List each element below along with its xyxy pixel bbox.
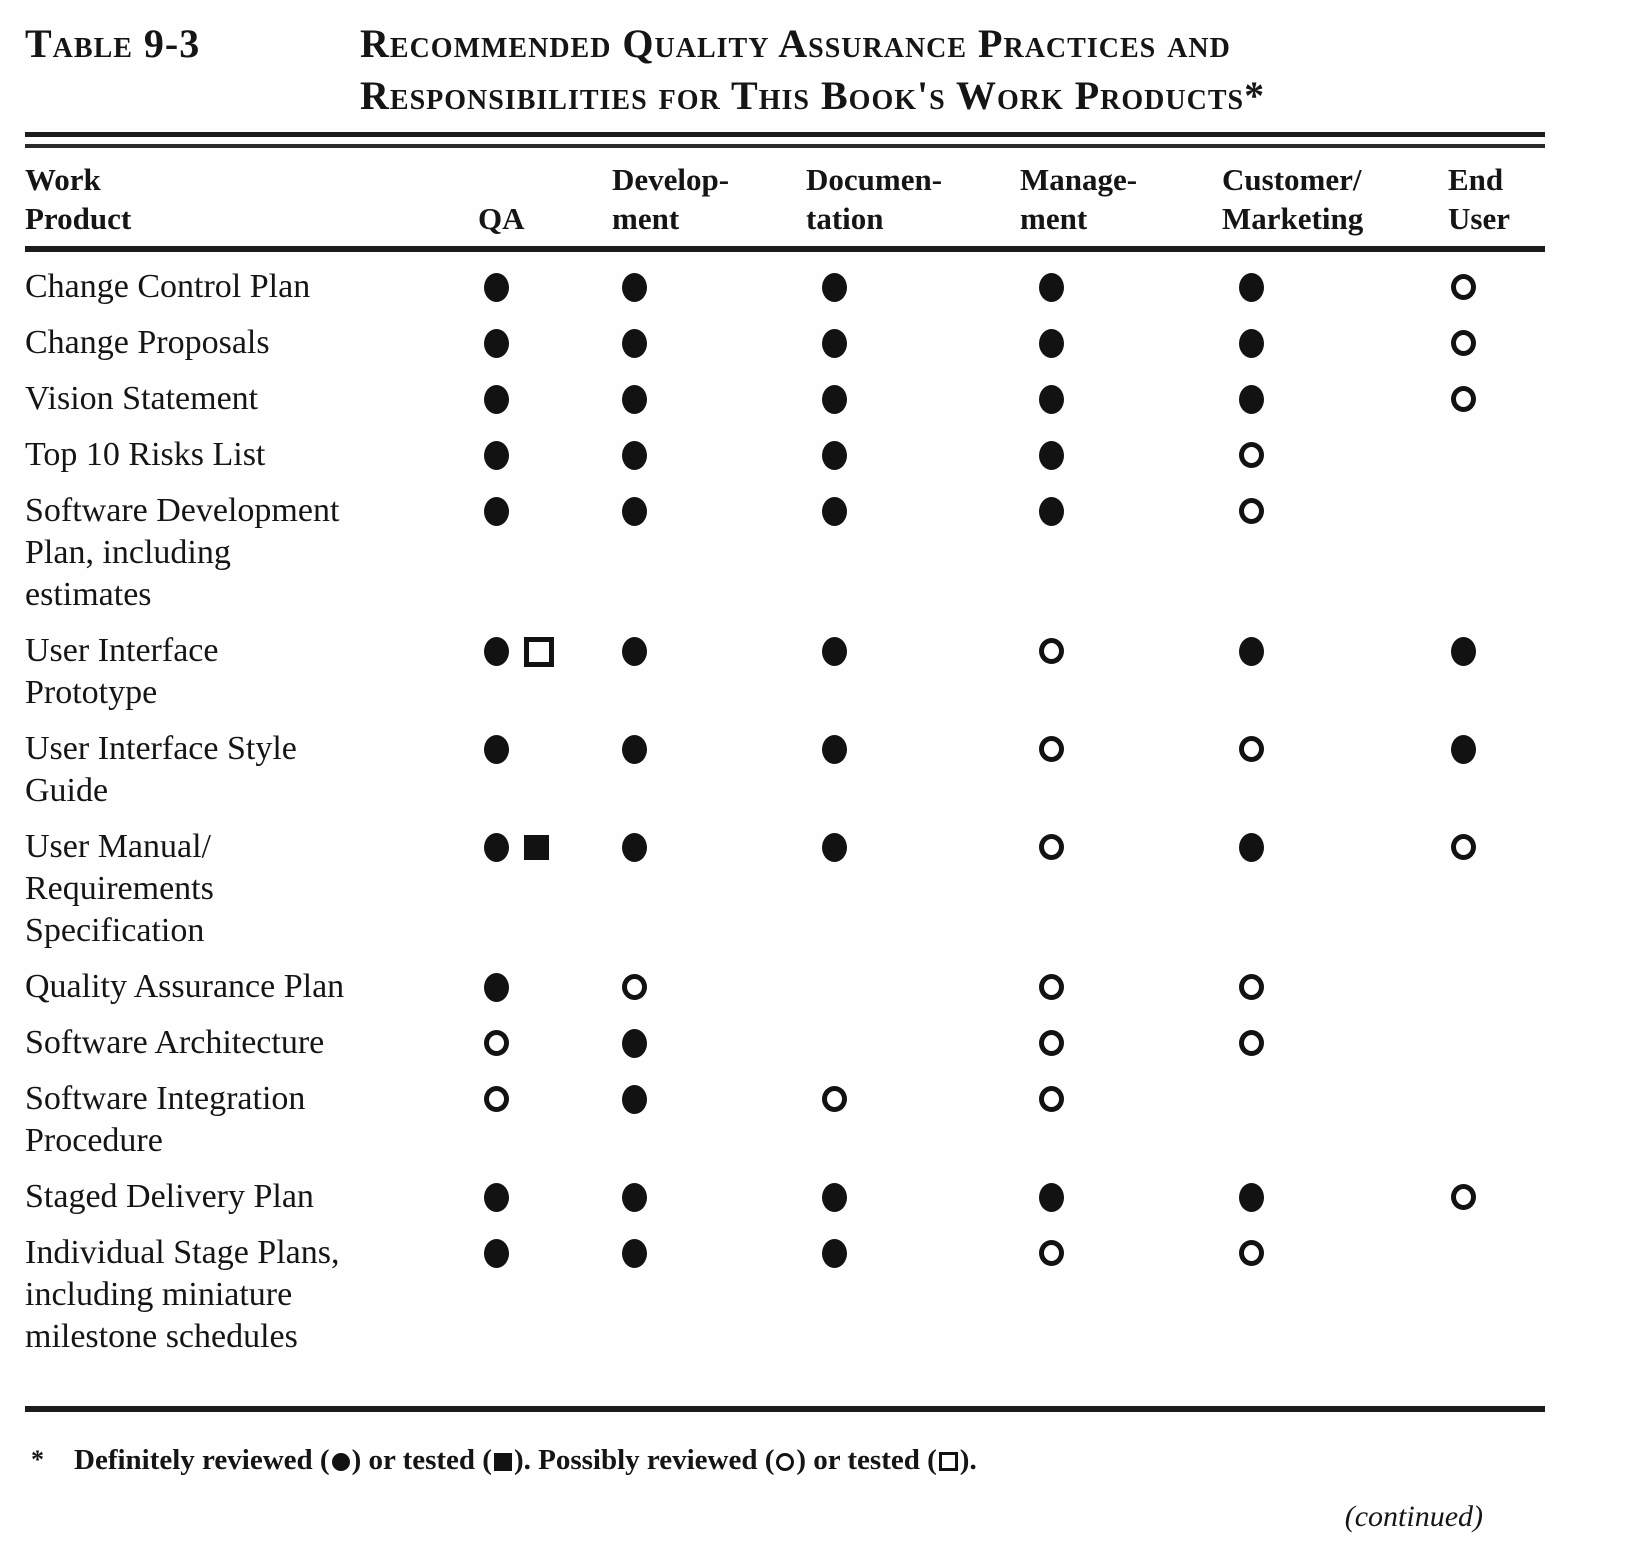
cell-management	[1020, 1022, 1222, 1064]
filled-circle-symbol	[484, 973, 509, 1002]
column-header-customer-marketing: Customer/ Marketing	[1222, 162, 1364, 236]
open-circle-symbol	[1239, 498, 1264, 524]
filled-circle-symbol	[332, 1453, 350, 1471]
open-circle-symbol	[1039, 1086, 1064, 1112]
cell-end-user	[1448, 490, 1545, 616]
filled-circle-symbol	[822, 273, 847, 302]
filled-circle-symbol	[1239, 1183, 1264, 1212]
cell-development	[612, 728, 806, 812]
work-product-label: Software Integration Procedure	[25, 1080, 306, 1159]
cell-customer-marketing	[1222, 1232, 1448, 1358]
cell-documentation	[806, 1078, 1020, 1162]
filled-circle-symbol	[484, 329, 509, 358]
table-row	[25, 434, 1545, 476]
table-body	[25, 252, 1545, 1358]
cell-qa	[478, 826, 612, 952]
column-header-work-product: Work Product	[25, 162, 132, 236]
open-circle-symbol	[1039, 974, 1064, 1000]
filled-square-symbol	[524, 835, 549, 860]
open-circle-symbol	[622, 974, 647, 1000]
filled-circle-symbol	[1451, 735, 1476, 764]
filled-circle-symbol	[484, 497, 509, 526]
cell-documentation	[806, 1232, 1020, 1358]
table-row	[25, 966, 1545, 1008]
cell-qa	[478, 266, 612, 308]
cell-development	[612, 826, 806, 952]
open-circle-symbol	[484, 1030, 509, 1056]
cell-qa	[478, 1078, 612, 1162]
work-product-label: Top 10 Risks List	[25, 436, 266, 473]
filled-circle-symbol	[622, 1085, 647, 1114]
cell-customer-marketing	[1222, 966, 1448, 1008]
cell-management	[1020, 966, 1222, 1008]
filled-circle-symbol	[484, 273, 509, 302]
cell-qa	[478, 1176, 612, 1218]
filled-circle-symbol	[822, 735, 847, 764]
work-product-label: User Interface Style Guide	[25, 730, 297, 809]
cell-end-user	[1448, 322, 1545, 364]
open-circle-symbol	[1239, 1030, 1264, 1056]
filled-circle-symbol	[484, 833, 509, 862]
cell-management	[1020, 630, 1222, 714]
footnote	[25, 1440, 1545, 1480]
filled-circle-symbol	[822, 1239, 847, 1268]
cell-documentation	[806, 966, 1020, 1008]
cell-customer-marketing	[1222, 1022, 1448, 1064]
cell-development	[612, 322, 806, 364]
cell-customer-marketing	[1222, 378, 1448, 420]
work-product-label: Software Architecture	[25, 1024, 325, 1061]
cell-customer-marketing	[1222, 728, 1448, 812]
filled-circle-symbol	[1039, 497, 1064, 526]
filled-circle-symbol	[1239, 833, 1264, 862]
filled-circle-symbol	[622, 1029, 647, 1058]
cell-end-user	[1448, 266, 1545, 308]
cell-qa	[478, 1022, 612, 1064]
filled-circle-symbol	[822, 441, 847, 470]
column-header-documentation: Documen- tation	[806, 162, 943, 236]
filled-circle-symbol	[622, 735, 647, 764]
cell-customer-marketing	[1222, 266, 1448, 308]
table-caption	[25, 18, 1545, 122]
filled-circle-symbol	[484, 385, 509, 414]
work-product-label: Vision Statement	[25, 380, 259, 417]
open-circle-symbol	[1239, 442, 1264, 468]
open-circle-symbol	[1039, 1030, 1064, 1056]
filled-circle-symbol	[822, 833, 847, 862]
cell-development	[612, 266, 806, 308]
cell-management	[1020, 1232, 1222, 1358]
filled-circle-symbol	[1239, 637, 1264, 666]
cell-development	[612, 490, 806, 616]
filled-circle-symbol	[1039, 1183, 1064, 1212]
cell-management	[1020, 1078, 1222, 1162]
table-row	[25, 1078, 1545, 1162]
cell-qa	[478, 434, 612, 476]
open-circle-symbol	[1039, 736, 1064, 762]
cell-documentation	[806, 1022, 1020, 1064]
cell-documentation	[806, 434, 1020, 476]
filled-circle-symbol	[484, 1183, 509, 1212]
filled-circle-symbol	[822, 1183, 847, 1212]
table-row	[25, 378, 1545, 420]
table-label: Table 9-3	[25, 21, 201, 66]
filled-circle-symbol	[1039, 385, 1064, 414]
cell-end-user	[1448, 434, 1545, 476]
cell-documentation	[806, 728, 1020, 812]
open-square-symbol	[524, 637, 554, 667]
open-circle-symbol	[1039, 834, 1064, 860]
cell-management	[1020, 266, 1222, 308]
continued-label: (continued)	[1344, 1500, 1483, 1533]
open-circle-symbol	[1039, 638, 1064, 664]
filled-circle-symbol	[1239, 329, 1264, 358]
cell-development	[612, 434, 806, 476]
open-circle-symbol	[1451, 386, 1476, 412]
filled-circle-symbol	[622, 273, 647, 302]
table-title	[360, 18, 1265, 122]
cell-customer-marketing	[1222, 1078, 1448, 1162]
filled-circle-symbol	[822, 329, 847, 358]
cell-development	[612, 378, 806, 420]
table-row	[25, 1022, 1545, 1064]
cell-development	[612, 1176, 806, 1218]
open-circle-symbol	[776, 1453, 794, 1471]
cell-end-user	[1448, 1022, 1545, 1064]
filled-circle-symbol	[484, 637, 509, 666]
column-header-end-user: End User	[1448, 162, 1510, 236]
table-row	[25, 1176, 1545, 1218]
cell-end-user	[1448, 1078, 1545, 1162]
work-product-label: Individual Stage Plans, including miniature milestone schedules	[25, 1234, 340, 1355]
cell-qa	[478, 490, 612, 616]
cell-documentation	[806, 490, 1020, 616]
work-product-label: Quality Assurance Plan	[25, 968, 345, 1005]
open-circle-symbol	[1039, 1240, 1064, 1266]
cell-management	[1020, 434, 1222, 476]
filled-circle-symbol	[622, 833, 647, 862]
filled-circle-symbol	[822, 637, 847, 666]
cell-development	[612, 1232, 806, 1358]
cell-management	[1020, 322, 1222, 364]
cell-qa	[478, 322, 612, 364]
filled-circle-symbol	[1039, 273, 1064, 302]
filled-circle-symbol	[822, 385, 847, 414]
filled-circle-symbol	[1239, 385, 1264, 414]
open-circle-symbol	[1451, 330, 1476, 356]
filled-circle-symbol	[484, 1239, 509, 1268]
open-circle-symbol	[484, 1086, 509, 1112]
cell-management	[1020, 1176, 1222, 1218]
cell-customer-marketing	[1222, 322, 1448, 364]
open-circle-symbol	[1239, 974, 1264, 1000]
open-circle-symbol	[1451, 274, 1476, 300]
filled-circle-symbol	[622, 329, 647, 358]
column-header-qa: QA	[478, 201, 525, 236]
column-header-row	[25, 160, 1545, 246]
open-circle-symbol	[1451, 834, 1476, 860]
cell-qa	[478, 728, 612, 812]
cell-end-user	[1448, 728, 1545, 812]
cell-customer-marketing	[1222, 490, 1448, 616]
work-product-label: Staged Delivery Plan	[25, 1178, 314, 1215]
open-circle-symbol	[822, 1086, 847, 1112]
filled-circle-symbol	[1451, 637, 1476, 666]
cell-end-user	[1448, 1232, 1545, 1358]
cell-management	[1020, 728, 1222, 812]
cell-development	[612, 966, 806, 1008]
cell-qa	[478, 1232, 612, 1358]
work-product-label: Change Proposals	[25, 324, 270, 361]
filled-circle-symbol	[1039, 329, 1064, 358]
cell-development	[612, 630, 806, 714]
cell-development	[612, 1078, 806, 1162]
cell-end-user	[1448, 826, 1545, 952]
cell-customer-marketing	[1222, 630, 1448, 714]
cell-development	[612, 1022, 806, 1064]
table-row	[25, 322, 1545, 364]
filled-circle-symbol	[622, 497, 647, 526]
filled-circle-symbol	[1039, 441, 1064, 470]
cell-documentation	[806, 630, 1020, 714]
filled-circle-symbol	[622, 385, 647, 414]
column-header-management: Manage- ment	[1020, 162, 1138, 236]
filled-circle-symbol	[622, 1183, 647, 1212]
cell-end-user	[1448, 1176, 1545, 1218]
table-title-line-1: Recommended Quality Assurance Practices and	[360, 21, 1231, 66]
table-row	[25, 1232, 1545, 1358]
filled-circle-symbol	[484, 441, 509, 470]
column-header-development: Develop- ment	[612, 162, 730, 236]
work-product-label: User Interface Prototype	[25, 632, 219, 711]
open-circle-symbol	[1239, 736, 1264, 762]
cell-qa	[478, 630, 612, 714]
filled-square-symbol	[494, 1453, 512, 1471]
cell-management	[1020, 490, 1222, 616]
cell-qa	[478, 378, 612, 420]
cell-end-user	[1448, 630, 1545, 714]
cell-end-user	[1448, 966, 1545, 1008]
filled-circle-symbol	[1239, 273, 1264, 302]
filled-circle-symbol	[622, 637, 647, 666]
cell-customer-marketing	[1222, 826, 1448, 952]
cell-qa	[478, 966, 612, 1008]
cell-customer-marketing	[1222, 1176, 1448, 1218]
filled-circle-symbol	[622, 1239, 647, 1268]
work-product-label: Software Development Plan, including estimates	[25, 492, 340, 613]
filled-circle-symbol	[622, 441, 647, 470]
work-product-label: Change Control Plan	[25, 268, 311, 305]
table-title-line-2: Responsibilities for This Book's Work Products*	[360, 73, 1266, 118]
cell-documentation	[806, 378, 1020, 420]
cell-management	[1020, 826, 1222, 952]
filled-circle-symbol	[822, 497, 847, 526]
filled-circle-symbol	[484, 735, 509, 764]
cell-documentation	[806, 322, 1020, 364]
table-row	[25, 630, 1545, 714]
cell-documentation	[806, 1176, 1020, 1218]
footnote-text: Definitely reviewed ( ) or tested ( ). Possibly reviewed ( ) or tested ( ).	[74, 1444, 977, 1476]
footnote-marker: *	[31, 1445, 44, 1474]
table-row	[25, 826, 1545, 952]
table-row	[25, 728, 1545, 812]
open-circle-symbol	[1239, 1240, 1264, 1266]
table-row	[25, 266, 1545, 308]
open-circle-symbol	[1451, 1184, 1476, 1210]
cell-documentation	[806, 266, 1020, 308]
table-row	[25, 490, 1545, 616]
top-double-rule	[25, 132, 1545, 148]
open-square-symbol	[939, 1452, 958, 1471]
bottom-rule	[25, 1406, 1545, 1412]
cell-documentation	[806, 826, 1020, 952]
work-product-label: User Manual/ Requirements Specification	[25, 828, 214, 949]
cell-customer-marketing	[1222, 434, 1448, 476]
cell-management	[1020, 378, 1222, 420]
cell-end-user	[1448, 378, 1545, 420]
